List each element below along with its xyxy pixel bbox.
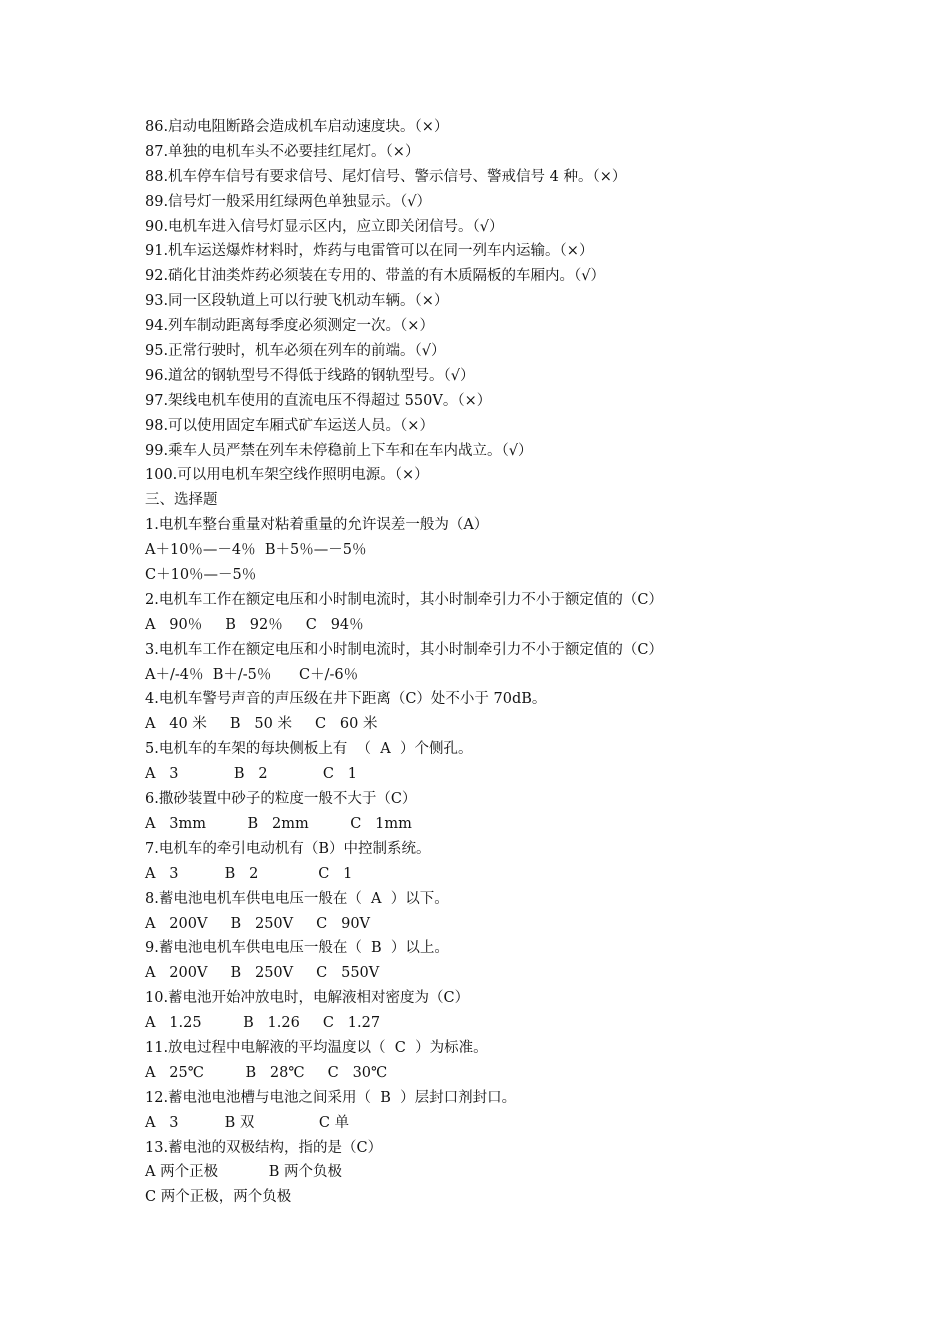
answer-options: A 3 B 2 C 1	[145, 865, 353, 882]
answer-options: A 90％ B 92％ C 94％	[145, 616, 364, 633]
question-text: 11.放电过程中电解液的平均温度以（ C ）为标准。	[145, 1039, 488, 1056]
question-text: 2.电机车工作在额定电压和小时制电流时，其小时制牵引力不小于额定值的（C）	[145, 591, 663, 608]
text-line: 93.同一区段轨道上可以行驶飞机动车辆。（×）	[145, 293, 449, 310]
text-line: 91.机车运送爆炸材料时，炸药与电雷管可以在同一列车内运输。（×）	[145, 243, 594, 260]
answer-options: A 40 米 B 50 米 C 60 米	[145, 716, 378, 733]
answer-options: A 200V B 250V C 90V	[145, 915, 371, 932]
answer-options: A 3 B 2 C 1	[145, 766, 357, 783]
answer-options: A 1.25 B 1.26 C 1.27	[145, 1015, 381, 1032]
answer-options: C＋10％—－5％	[145, 567, 257, 584]
question-text: 5.电机车的车架的每块侧板上有 （ A ）个侧孔。	[145, 741, 473, 758]
text-line: 87.单独的电机车头不必要挂红尾灯。（×）	[145, 143, 420, 160]
question-text: 10.蓄电池开始冲放电时，电解液相对密度为（C）	[145, 990, 470, 1007]
text-line: 88.机车停车信号有要求信号、尾灯信号、警示信号、警戒信号 4 种。（×）	[145, 168, 627, 185]
question-text: 9.蓄电池电机车供电电压一般在（ B ）以上。	[145, 940, 449, 957]
answer-options: A 两个正极 B 两个负极	[145, 1164, 343, 1181]
question-text: 12.蓄电池电池槽与电池之间采用（ B ）层封口剂封口。	[145, 1089, 517, 1106]
answer-options: A＋/-4％ B＋/-5％ C＋/-6％	[145, 666, 359, 683]
text-line: 92.硝化甘油类炸药必须装在专用的、带盖的有木质隔板的车厢内。（√）	[145, 268, 606, 285]
question-text: 1.电机车整台重量对粘着重量的允许误差一般为（A）	[145, 517, 489, 534]
answer-options: A 25℃ B 28℃ C 30℃	[145, 1064, 388, 1081]
question-text: 8.蓄电池电机车供电电压一般在（ A ）以下。	[145, 890, 449, 907]
text-line: 90.电机车进入信号灯显示区内，应立即关闭信号。（√）	[145, 218, 504, 235]
question-text: 13.蓄电池的双极结构，指的是（C）	[145, 1139, 383, 1156]
answer-options: A 200V B 250V C 550V	[145, 965, 380, 982]
text-line: 94.列车制动距离每季度必须测定一次。（×）	[145, 318, 434, 335]
question-text: 4.电机车警号声音的声压级在井下距离（C）处不小于 70dB。	[145, 691, 547, 708]
text-line: 100.可以用电机车架空线作照明电源。（×）	[145, 467, 429, 484]
text-line: 98.可以使用固定车厢式矿车运送人员。（×）	[145, 417, 434, 434]
document-page	[145, 115, 825, 1210]
question-text: 7.电机车的牵引电动机有（B）中控制系统。	[145, 840, 431, 857]
question-text: 6.撒砂装置中砂子的粒度一般不大于（C）	[145, 791, 417, 808]
answer-options: A 3 B 双 C 单	[145, 1114, 350, 1131]
answer-options: A＋10％—－4％ B＋5％—－5％	[145, 542, 367, 559]
text-line: 89.信号灯一般采用红绿两色单独显示。（√）	[145, 193, 432, 210]
question-text: 3.电机车工作在额定电压和小时制电流时，其小时制牵引力不小于额定值的（C）	[145, 641, 663, 658]
text-line: 96.道岔的钢轨型号不得低于线路的钢轨型号。（√）	[145, 367, 475, 384]
answer-options: A 3mm B 2mm C 1mm	[145, 815, 412, 832]
section-heading: 三、选择题	[145, 492, 218, 509]
text-line: 97.架线电机车使用的直流电压不得超过 550V。（×）	[145, 392, 492, 409]
answer-options: C 两个正极，两个负极	[145, 1189, 292, 1206]
text-line: 95.正常行驶时，机车必须在列车的前端。（√）	[145, 343, 446, 360]
text-line: 86.启动电阻断路会造成机车启动速度块。（×）	[145, 119, 449, 135]
text-line: 99.乘车人员严禁在列车未停稳前上下车和在车内战立。（√）	[145, 442, 533, 459]
